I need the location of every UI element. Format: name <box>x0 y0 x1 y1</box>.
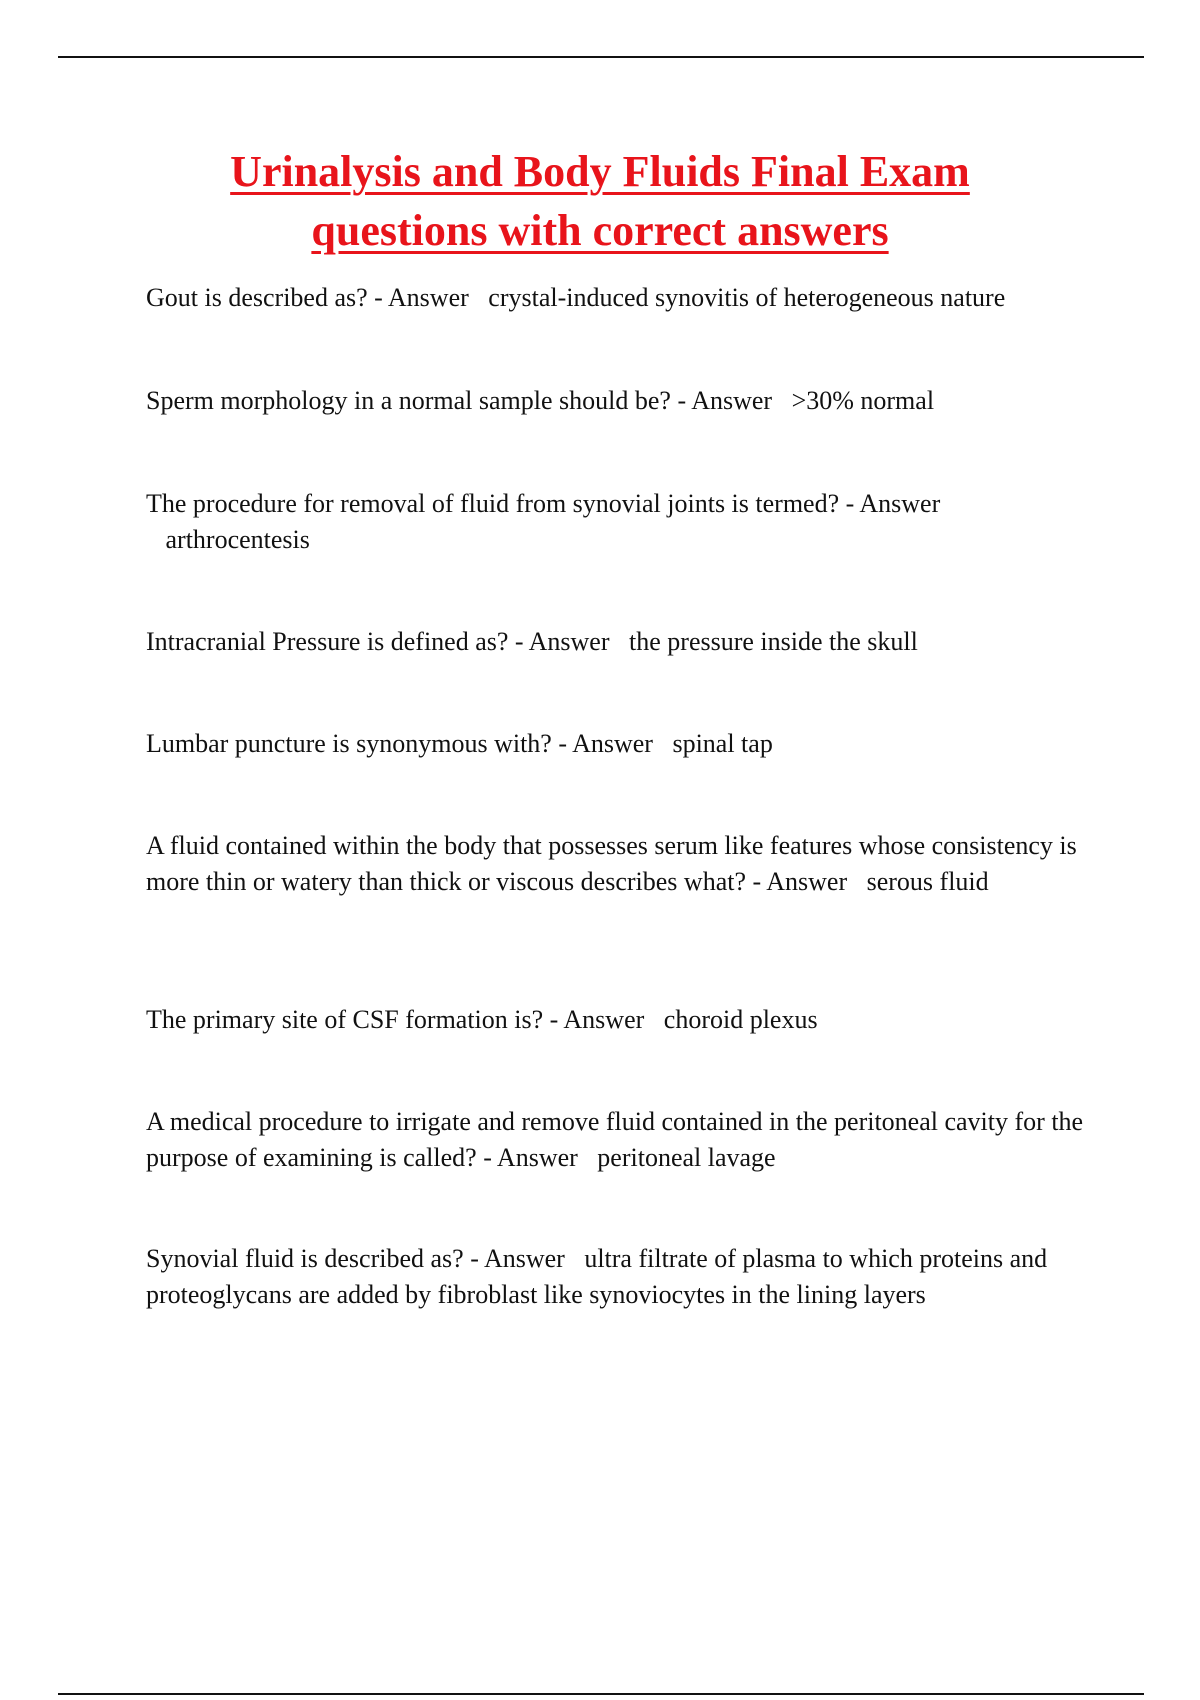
question-text: Synovial fluid is described as? <box>146 1244 464 1273</box>
title-line-2: questions with correct answers <box>311 206 889 255</box>
bottom-rule <box>58 1693 1144 1695</box>
answer-text: the pressure inside the skull <box>629 627 918 656</box>
question-text: The primary site of CSF formation is? <box>146 1005 544 1034</box>
separator: - <box>670 386 692 415</box>
answer-label: Answer <box>859 489 941 518</box>
answer-text: crystal-induced synovitis of heterogeneous nature <box>488 283 1006 312</box>
question-text: A fluid contained within the body that possesses serum like features whose consistency is more thin or watery than thick or viscous describes what? <box>146 831 1077 896</box>
answer-label: Answer <box>387 283 469 312</box>
qa-item-5 <box>146 726 1096 762</box>
separator: - <box>367 283 388 312</box>
separator: - <box>476 1143 497 1172</box>
answer-text: ultra filtrate of plasma to which proteins and proteoglycans are added by fibroblast like synoviocytes in the lining layers <box>146 1244 1048 1309</box>
qa-item-9 <box>146 1241 1096 1313</box>
answer-label: Answer <box>528 627 610 656</box>
question-text: Gout is described as? <box>146 283 368 312</box>
answer-label: Answer <box>563 1005 645 1034</box>
answer-label: Answer <box>572 729 653 758</box>
question-text: Sperm morphology in a normal sample should be? <box>146 386 671 415</box>
answer-label: Answer <box>496 1143 578 1172</box>
answer-label: Answer <box>766 867 848 896</box>
separator: - <box>551 729 573 758</box>
top-rule <box>58 56 1144 58</box>
question-text: A medical procedure to irrigate and remove fluid contained in the peritoneal cavity for the purpose of examining is called? <box>146 1107 1084 1172</box>
separator: - <box>746 867 767 896</box>
qa-item-4 <box>146 624 1096 660</box>
question-text: Intracranial Pressure is defined as? <box>146 627 509 656</box>
separator: - <box>543 1005 564 1034</box>
qa-item-7 <box>146 1002 1096 1038</box>
answer-text: serous fluid <box>866 867 989 896</box>
qa-item-6 <box>146 828 1096 900</box>
question-text: The procedure for removal of fluid from synovial joints is termed? <box>146 489 840 518</box>
answer-text: spinal tap <box>672 729 773 758</box>
answer-label: Answer <box>691 386 773 415</box>
separator: - <box>463 1244 484 1273</box>
answer-text: choroid plexus <box>663 1005 818 1034</box>
answer-text: >30% normal <box>791 386 935 415</box>
title-line-1: Urinalysis and Body Fluids Final Exam <box>230 147 970 196</box>
answer-label: Answer <box>483 1244 565 1273</box>
qa-item-8 <box>146 1104 1096 1176</box>
separator: - <box>508 627 529 656</box>
qa-item-1 <box>146 280 1096 316</box>
qa-item-2 <box>146 383 1096 419</box>
question-text: Lumbar puncture is synonymous with? <box>146 729 552 758</box>
document-title <box>100 142 1100 260</box>
answer-text: arthrocentesis <box>165 525 310 554</box>
separator: - <box>839 489 860 518</box>
answer-text: peritoneal lavage <box>597 1143 776 1172</box>
qa-item-3 <box>146 486 1046 558</box>
